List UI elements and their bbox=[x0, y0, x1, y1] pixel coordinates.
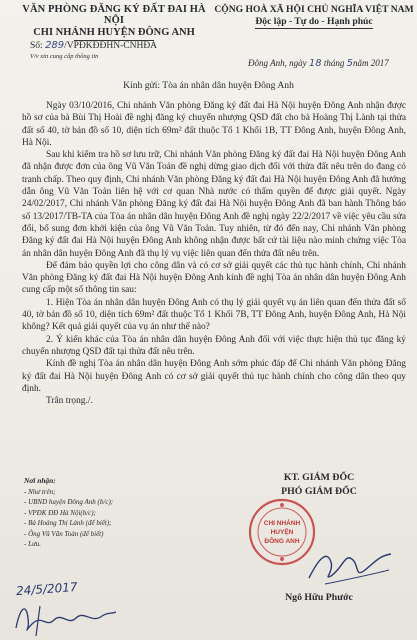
date-line bbox=[248, 58, 389, 69]
letter-body bbox=[22, 100, 406, 407]
stamp-line: HUYỆN bbox=[270, 529, 294, 536]
date-month-label: tháng bbox=[323, 58, 345, 68]
issuer-branch: CHI NHÁNH HUYỆN ĐÔNG ANH bbox=[33, 27, 195, 38]
subject-line: V/v xin cung cấp thông tin bbox=[30, 53, 99, 60]
motto: Độc lập - Tự do - Hạnh phúc bbox=[255, 16, 373, 27]
paragraph: Kính đề nghị Tòa án nhân dân huyện Đông Anh sớm phúc đáp để Chi nhánh Văn phòng Đăng ký đất đai Hà Nội huyện Đông Anh có cơ sở giải quyết thủ tục hành chính cho công dân theo quy định. bbox=[22, 359, 406, 394]
motto-underline bbox=[255, 28, 373, 29]
handwritten-date: 24/5/2017 bbox=[15, 579, 78, 599]
date-year: năm 2017 bbox=[352, 58, 389, 68]
date-day: 18 bbox=[308, 58, 322, 69]
paragraph: 2. Ý kiến khác của Tòa án nhân dân huyện Đông Anh đối với việc thực hiện thủ tục đăng ký chuyển nhượng QSD đất tại thửa đất nêu trên. bbox=[22, 334, 406, 357]
recipient-item: - Ông Vũ Văn Toản (để biết) bbox=[24, 529, 104, 538]
signature-title: KT. GIÁM ĐỐC bbox=[283, 472, 355, 483]
recipients-list bbox=[24, 476, 113, 550]
paragraph: 1. Hiện Tòa án nhân dân huyện Đông Anh có thụ lý giải quyết vụ án liên quan đến thửa đất số 40, tờ bản đồ số 10, diện tích 69m² đất thuộc Tổ 1 Khối 7B, TT Đông Anh, huyện Đông Anh, Hà Nội không? Kết quả giải quyết của vụ án như thế nào? bbox=[22, 297, 406, 333]
recipients-heading: Nơi nhận: bbox=[24, 476, 56, 485]
recipient-item: - Lưu. bbox=[24, 540, 42, 548]
recipient-item: - Như trên; bbox=[24, 487, 56, 496]
recipient-item: - Bà Hoàng Thị Lành (để biết); bbox=[24, 519, 112, 527]
recipient-item: - VPĐK ĐĐ Hà Nội(b/c); bbox=[24, 508, 96, 517]
reference-number bbox=[30, 40, 157, 51]
signer-name: Ngô Hữu Phước bbox=[285, 592, 353, 603]
paragraph: Sau khi kiểm tra hồ sơ lưu trữ, Chi nhánh Văn phòng Đăng ký đất đai Hà Nội huyện Đông Anh đã nhận được đơn của ông Vũ Văn Toản đề nghị dừng giao dịch đối với thửa đất nêu trên do đang có tranh chấp. Theo quy định, Chi nhánh Văn phòng Đăng ký đất đai Hà Nội huyện Đông Anh đã hướng dẫn ông Vũ Văn Toản liên hệ với cơ quan Nhà nước có thẩm quyền để được giải quyết. Ngày 24/02/2017, Chi nhánh Văn phòng Đăng ký đất đai Hà Nội huyện Đông Anh đã ban hành Thông báo số 13/2017/TB-TA của Tòa án nhân dân huyện Đông Anh đề nghị ngày 22/2/2017 về việc yêu cầu sửa đổi, bổ sung đơn khởi kiện của ông Vũ Văn Toản. Tuy nhiên, từ đó đến nay, Chi nhánh Văn phòng Đăng ký đất đai Hà Nội huyện Đông Anh không nhận được bất cứ tài liệu nào minh chứng việc Tòa án nhân dân huyện Đông Anh đã thụ lý vụ việc liên quan đến thửa đất nêu trên. bbox=[22, 150, 406, 259]
stamp-line: ĐÔNG ANH bbox=[264, 538, 300, 545]
signature-subtitle: PHÓ GIÁM ĐỐC bbox=[281, 486, 357, 497]
salutation: Kính gửi: Tòa án nhân dân huyện Đông Anh bbox=[123, 80, 294, 91]
date-month: 5 bbox=[346, 58, 353, 69]
republic-title: CỘNG HOÀ XÃ HỘI CHỦ NGHĨA VIỆT NAM bbox=[214, 4, 414, 15]
handwritten-signature-icon bbox=[305, 540, 395, 590]
stamp-line: CHI NHÁNH bbox=[263, 520, 301, 527]
recipient-item: - UBND huyện Đông Anh (b/c); bbox=[24, 498, 114, 506]
paragraph: Trân trọng./. bbox=[46, 396, 93, 407]
paragraph: Ngày 03/10/2016, Chi nhánh Văn phòng Đăng ký đất đai Hà Nội huyện Đông Anh nhận được hồ sơ của bà Bùi Thị Hoài đề nghị đăng ký chuyển nhượng QSD đất cho bà Hoàng Thị Lành tại thửa đất số 40, tờ bản đồ số 10, diện tích 69m² đất thuộc Tổ 1 Khối 1B, TT Đông Anh, huyện Đông Anh, Hà Nội. bbox=[22, 101, 406, 148]
ref-suffix: /VPĐKĐĐHN-CNHĐA bbox=[64, 41, 158, 51]
date-place: Đông Anh, ngày bbox=[248, 58, 307, 68]
paragraph: Để đảm bảo quyền lợi cho công dân và có cơ sở giải quyết các thủ tục hành chính, Chi nhánh Văn phòng Đăng ký đất đai Hà Nội huyện Đông Anh kính đề nghị Tòa án nhân dân huyện Đông Anh cung cấp một số thông tin sau: bbox=[22, 260, 406, 296]
ref-prefix: Số: bbox=[30, 41, 43, 51]
issuer-name: VĂN PHÒNG ĐĂNG KÝ ĐẤT ĐAI HÀ NỘI bbox=[22, 4, 206, 26]
issuer-header bbox=[14, 4, 214, 41]
ref-number-handwritten: 289 bbox=[45, 40, 65, 51]
national-header bbox=[214, 4, 414, 29]
initials-signature-icon bbox=[10, 598, 120, 638]
